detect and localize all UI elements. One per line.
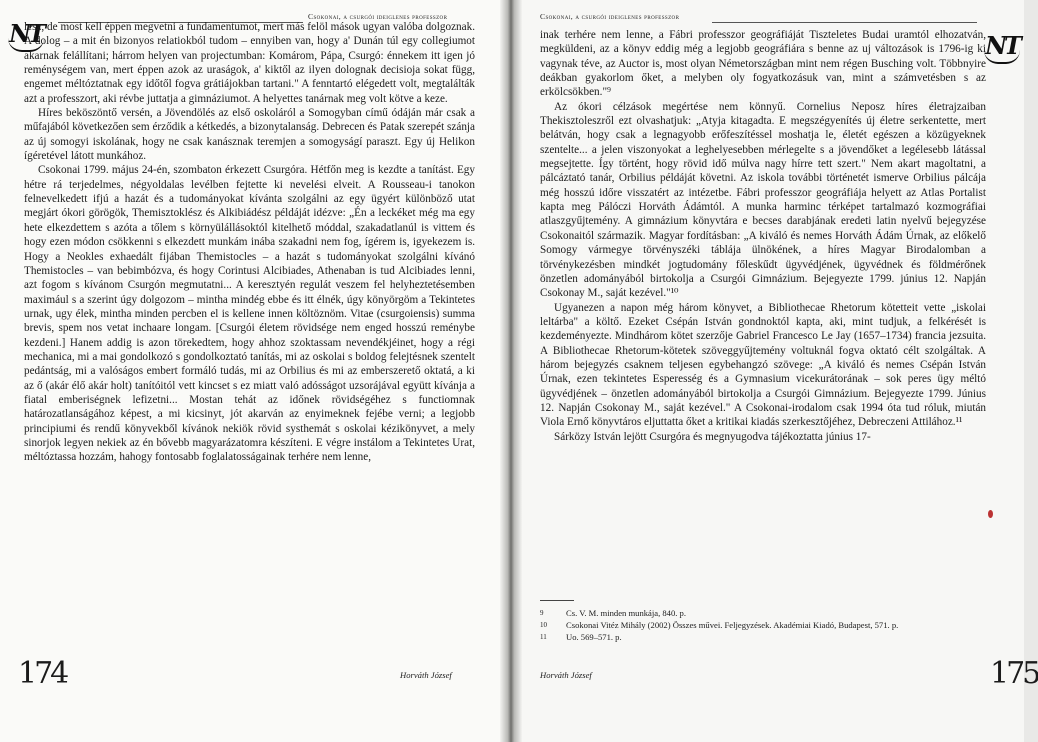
footnote-separator [540,600,574,601]
left-page-text [24,20,475,465]
page-number-right: 175 [990,656,1038,691]
paragraph: Csokonai 1799. május 24-én, szombaton érkezett Csurgóra. Hétfőn meg is kezdte a tanítást. Egy hétre rá terjedelmes, négyoldalas levélben fejtette ki nevelési elveit. A Rousseau-i tanokon felnevelkedett ifjú a hazát és a tudományokat kívánta szolgálni az egy ügyért különböző utat megjárt ókori görögök, Themisztoklész és Alkibiádész példáját idézve: „Én a leckéket még ma egy hete elkezdettem s azóta a tőlem s környülállásoktól kitelhető móddal, szakadatlanúl is vittem és hogy ezen módon csökkenni s elkezdett munkám inába szakadni nem fog, ígérem is, igyekezem is. Hogy a Neokles exhaedált fijában Themistocles – a hazát s tudományokat szolgálni kívánó Themistocles – van bebimbózva, és hogy Corintusi Alcibiades, Athenaban is tud Alcibiades lenni, azt fogom s kívánom Csurgón megmutatni... A keresztyén regulát veszem fel helyheztetésemben maximául s a szerint úgy dolgozom – mintha mindég ebbe és itt élnék, úgy könyörgöm a Tekintetes urnak, ugy élek, mintha minden percben el is kellene innen költöznöm. Vitae (csurgoiensis) summa brevis, spem nos vetat inchaare longam. [Csurgói életem rövidsége nem enged hosszú reménybe kezdeni.] Hanem addig is azon törekedtem, hogy ahhoz szoktassam nevendékjéinet, hogy a régi mechanica, mi a mai gondolkozó s gondolkoztató tanítás, mi az oskolai s boldog felejtésnek szentelt pedántság, mi a valóságos embert formáló tudás, mi az Orbilius és mi az emberszerető oktatá, a ki az ő (akár élő akár holt) tanítóitól vett kincset s ez miatt való adósságot uzsorájával együtt kívánja a fiatal emberiségnek lefizetni... Mostan tehát az időnek rövidségéhez s functiomnak határozatlanságához képest, a mi kicsinyt, jót akarván az enyimeknek fejébe verni; a legjobb principiumi és rendű könyvekből kívánok nekiök rövid systhemát s oskolai kézikönyvet, a mely sinorjok legyen nekiek az én bővebb magyarázatomra készíteni. E végre instálom a Tekintetes Urat, méltóztassa hozzám, hahogy fontosabb foglalatosságainak terhére nem lenne, [24,164,475,464]
paragraph: Sárközy István lejött Csurgóra és megnyugodva tájékoztatta június 17- [554,430,871,443]
page-number-left: 174 [18,656,67,691]
footer-author-right: Horváth József [540,670,592,680]
running-head-right: Csokonai, a csurgói ideiglenes professzor [540,12,680,21]
running-head-left: Csokonai, a csurgói ideiglenes professzor [308,12,448,21]
paragraph: Ugyanezen a napon még három könyvet, a Bibliothecae Rhetorum kötetteit vette „iskolai leltárba" a költő. Ezeket Csépán István gondnoktól kapta, aki, mint tudjuk, a felkérését is kezdeményezte. Mindhárom kötet szerzője Gabriel Francesco Le Jay (1657–1734) francia jezsuita. A Bibliothecae Rhetorum-kötetek szöveggyűjtemény voltuknál fogva oktató célt szolgáltak. A három bejegyzés csaknem teljesen egybehangzó szövege: „A kiváló és nemes Csépán István Úrnak, ezen tekintetes Esperesség és a Gymnasium vicekurátorának – sok peres ügy méltó ügyvédjének – önzetlen adományából birtokolja a Csurgói Gimnázium. Bejegyezte 1799. Június 12. Napján Csokonay M., saját kezével." A Csokonai-irodalom csak 1994 óta tud róluk, miután Viola Ernő könyvtáros eljuttatta őket a kritikai kiadás szerkesztőjéhez, Debreczeni Attilához.¹¹ [540,301,986,429]
footnote-text: Csokonai Vitéz Mihály (2002) Összes művei. Feljegyzések. Akadémiai Kiadó, Budapest, 571. p. [566,620,899,630]
right-page-text [540,28,986,444]
paragraph: Híres beköszöntő versén, a Jövendölés az első oskoláról a Somogyban című ódáján már csak a műfajából következően sem érződik a kétkedés, a bizonytalanság. Debrecen és Patak szerepét szánja az új somogyi iskolának, hogy ne csak kanásznak teremjen a somogyságí paraszt. Egy új Helikon ígéretével látott munkához. [24,107,475,163]
paragraph: Az ókori célzások megértése nem könnyű. Cornelius Neposz híres életrajzaiban Thekisztoleszről ezt olvashatjuk: „Atyja kitagadta. E megszégyenítés új életre serkentette, mert belátván, hogy csak a legnagyobb erőfeszítéssel moshatja le, életét egészen a közügyeknek szentelte... a jelen viszonyokat a leghelyesebben mérlegelte s a jövendőket a legélesebb látással megsejtette. Így történt, hogy rövid idő múlva nagy hírre tett szert." Nem akart magoltatni, a pálcáztató tanár, Orbilius példáját követni. Az iskola további történetét ismerve Orbilius pálcája még hosszú időre visszatért az intézetbe. Fábri professzor geográfiája helyett az Atlas Portalist kapta meg Pálóczi Horváth Ádámtól. A munka harminc térképet tartalmazó kozmográfiai atlaszgyűjtemény. A gimnázium könyvtára e becses darabjának eredeti latin nyelvű bejegyzése Csokonaitól származik. Magyar fordításban: „A kiváló és nemes Horváth Ádám Úrnak, az előkelő Somogy vármegye törvényszéki táblája ülnökének, a híres Magyar Birodalomban a törvénykezésben mindkét jogtudomány főleskűdt ügyvédjének, ügyvédnek és földmérőnek önzetlen adományából birtokolja a Csurgói Gimnázium. Bejegyezte 1799. június 12. Napján Csokonay M., saját kezével."¹⁰ [540,100,986,300]
paragraph: lesz, de most kell éppen megvetni a fundamentumot, mert más felöl mások ugyan valóba dolgoznak. A dolog – a mit én bizonyos relatiokból tudom – ennyiben van, hogy a' Dunán túl egy collegiumot akarnak felállítani; hárrom helyen van projectumban: Komárom, Pápa, Csurgó: énnekem itt igen jó reménységem van, mert éppen azok az uraságok, a' kiktől az ilyen dolognak decisioja sokat függ, engemet méltóztatnak egy időtől fogva grátiájokban tartani." A fenntartó elégedett volt, megtalálták azt a professzort, aki révbe juttatja a gimnáziumot. A helyettes tanárnak meg volt kötve a keze. [24,21,475,105]
right-page [512,0,1038,742]
footnote [540,631,980,643]
footer-author-left: Horváth József [400,670,452,680]
footnote [540,619,980,631]
footnotes [540,600,980,643]
footnote [540,607,980,619]
footnote-number: 11 [540,633,547,641]
left-page [0,0,508,742]
footnote-number: 10 [540,621,547,629]
footnote-text: Uo. 569–571. p. [566,632,622,642]
footnote-text: Cs. V. M. minden munkája, 840. p. [566,608,686,618]
book-gutter [500,0,522,742]
publisher-logo: NT [984,30,1020,64]
paragraph: inak terhére nem lenne, a Fábri professzor geográfiáját Tiszteletes Budai uramtól elhozatván, megküldeni, az a könyv eddig még a legjobb geográfiára s benne az uj változások is 1796-ig ki vagynak téve, az Auctor is, most olyan Németországban mint nem régen Busching volt. Többnyire deákban gyakorlom őket, a melyben oly fogyatkozásuk van, mint a számvetésben s az erkölcsökben."⁹ [540,29,986,99]
footnote-number: 9 [540,609,544,617]
red-ink-mark [988,510,993,518]
header-rule [712,22,977,23]
publisher-logo: NT [8,18,44,52]
